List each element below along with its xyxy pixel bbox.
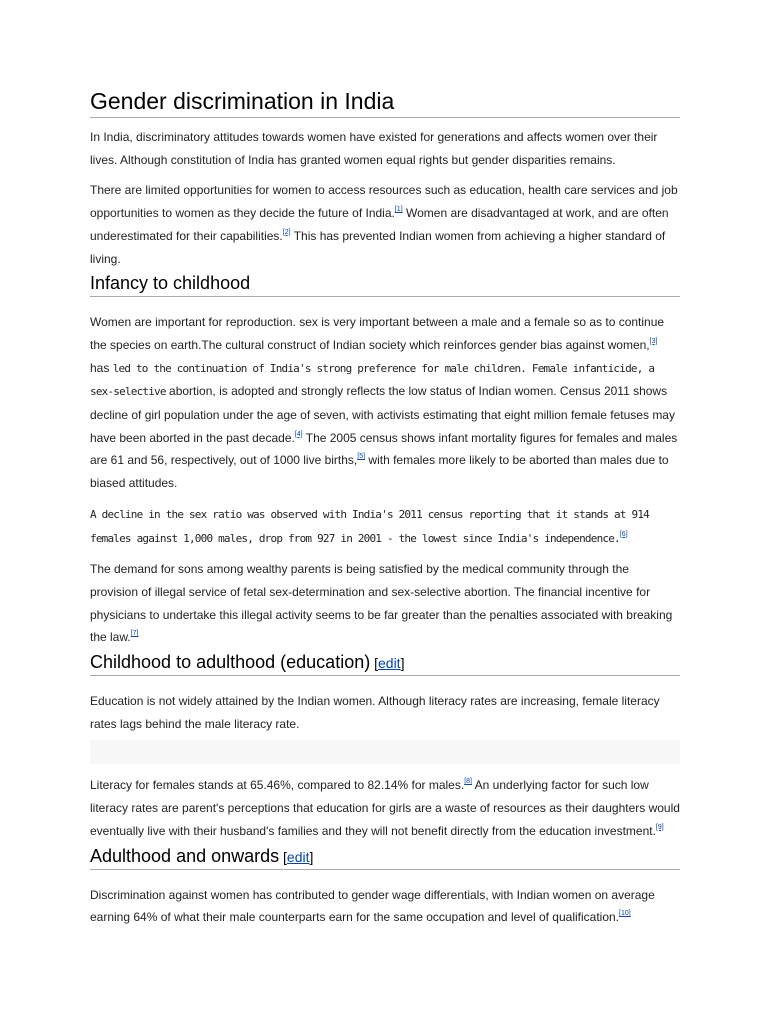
- education-paragraph-1: Education is not widely attained by the Indian women. Although literacy rates are increasing, female literacy rates lags behind the male literacy rate.: [90, 694, 660, 731]
- text: abortion, is adopted and strongly reflects the low status of Indian women. Census 2011 shows decline of girl population under the age of seven, with activists estimating that eight million female fetuses may have been aborted in the past decade.: [90, 384, 675, 445]
- heading-text: Childhood to adulthood (education): [90, 652, 371, 673]
- text: with females more likely to be aborted than males due to biased attitudes.: [90, 453, 669, 491]
- education-paragraph-2: [90, 774, 680, 842]
- citation-3[interactable]: [650, 338, 658, 345]
- text: There are limited opportunities for women to access resources such as education, health care services and job opportunities to women as they decide the future of India.: [90, 183, 678, 221]
- heading-text: Adulthood and onwards: [90, 845, 280, 866]
- citation-5[interactable]: [357, 453, 365, 460]
- citation-6[interactable]: [620, 531, 628, 538]
- citation-link[interactable]: [6]: [619, 530, 628, 538]
- text: A decline in the sex ratio was observed with India's 2011 census reporting that it stands at 914 females against 1,000 males, drop from 927 in 2001 - the lowest since India's independence.: [90, 507, 649, 545]
- bracket: [: [279, 848, 287, 865]
- edit-link[interactable]: edit: [378, 655, 401, 672]
- citation-4[interactable]: [295, 431, 303, 438]
- text: Discrimination against women has contributed to gender wage differentials, with Indian women on average earning: [90, 887, 655, 925]
- citation-link[interactable]: [1]: [394, 206, 403, 214]
- citation-link[interactable]: [9]: [655, 823, 664, 831]
- citation-9[interactable]: [656, 824, 664, 831]
- page-title: Gender discrimination in India: [90, 88, 680, 118]
- edit-link[interactable]: edit: [286, 848, 310, 865]
- intro-paragraph-1: In India, discriminatory attitudes towards women have existed for generations and affects women over their lives. Although constitution of India has granted women equal rights but gender disparities remains.: [90, 130, 658, 167]
- text: An underlying factor for such low literacy rates are parent's perceptions that education for girls are a waste of resources as their daughters would eventually live with their husband's families and they will not benefit directly from the education investment.: [90, 778, 680, 838]
- intro-paragraph-2: [90, 179, 680, 270]
- infancy-paragraph-2: [90, 503, 680, 550]
- citation-link[interactable]: [4]: [294, 430, 303, 438]
- citation-link[interactable]: [10]: [619, 910, 631, 918]
- text: This has prevented Indian women from achieving a higher standard of living.: [90, 228, 666, 266]
- text: The 2005 census shows infant mortality figures for females and males are 61 and 56, respectively, out of 1000 live births,: [90, 430, 678, 468]
- citation-8[interactable]: [464, 778, 472, 785]
- bracket: [: [370, 655, 378, 672]
- citation-link[interactable]: [2]: [282, 228, 291, 236]
- edit-section-link: [279, 849, 313, 865]
- citation-10[interactable]: [619, 910, 631, 917]
- text: has: [90, 360, 113, 375]
- text: The demand for sons among wealthy parents is being satisfied by the medical community through the provision of illegal service of fetal sex-determination and sex-selective abortion. The financial incentive for physicians to undertake this illegal activity seems to be far greater than the penalties associated with breaking the law.: [90, 562, 673, 645]
- citation-link[interactable]: [5]: [357, 453, 366, 461]
- citation-7[interactable]: [131, 630, 139, 637]
- text: Literacy for females stands at 65.46%, compared to 82.14% for males.: [90, 778, 465, 793]
- divider-band: [90, 740, 680, 764]
- bracket: ]: [400, 655, 405, 672]
- infancy-paragraph-3: [90, 558, 680, 649]
- text: Women are disadvantaged at work, and are often underestimated for their capabilities.: [90, 206, 669, 243]
- text: of what their male counterparts earn for the same occupation and level of qualification.: [157, 910, 620, 925]
- section-heading-adulthood: [90, 846, 680, 870]
- edit-section-link: [370, 655, 404, 671]
- infancy-paragraph-1: [90, 311, 680, 495]
- article: [90, 88, 680, 929]
- citation-link[interactable]: [3]: [649, 337, 658, 345]
- text: Women are important for reproduction. sex is very important between a male and a female so as to continue the species on earth.The cultural construct of Indian society which reinforces gender bias against women,: [90, 315, 665, 352]
- citation-1[interactable]: [395, 206, 403, 213]
- text: led to the continuation of India's strong preference for male children. Female infanticide, a sex-selective: [90, 361, 655, 399]
- citation-2[interactable]: [283, 229, 291, 236]
- citation-link[interactable]: [8]: [464, 778, 472, 786]
- bracket: ]: [309, 848, 314, 865]
- adulthood-paragraph-1: [90, 884, 680, 929]
- citation-link[interactable]: [7]: [130, 630, 139, 638]
- section-heading-education: [90, 652, 680, 676]
- section-heading-infancy: Infancy to childhood: [90, 273, 680, 297]
- wage-percentage: 64%: [133, 910, 158, 925]
